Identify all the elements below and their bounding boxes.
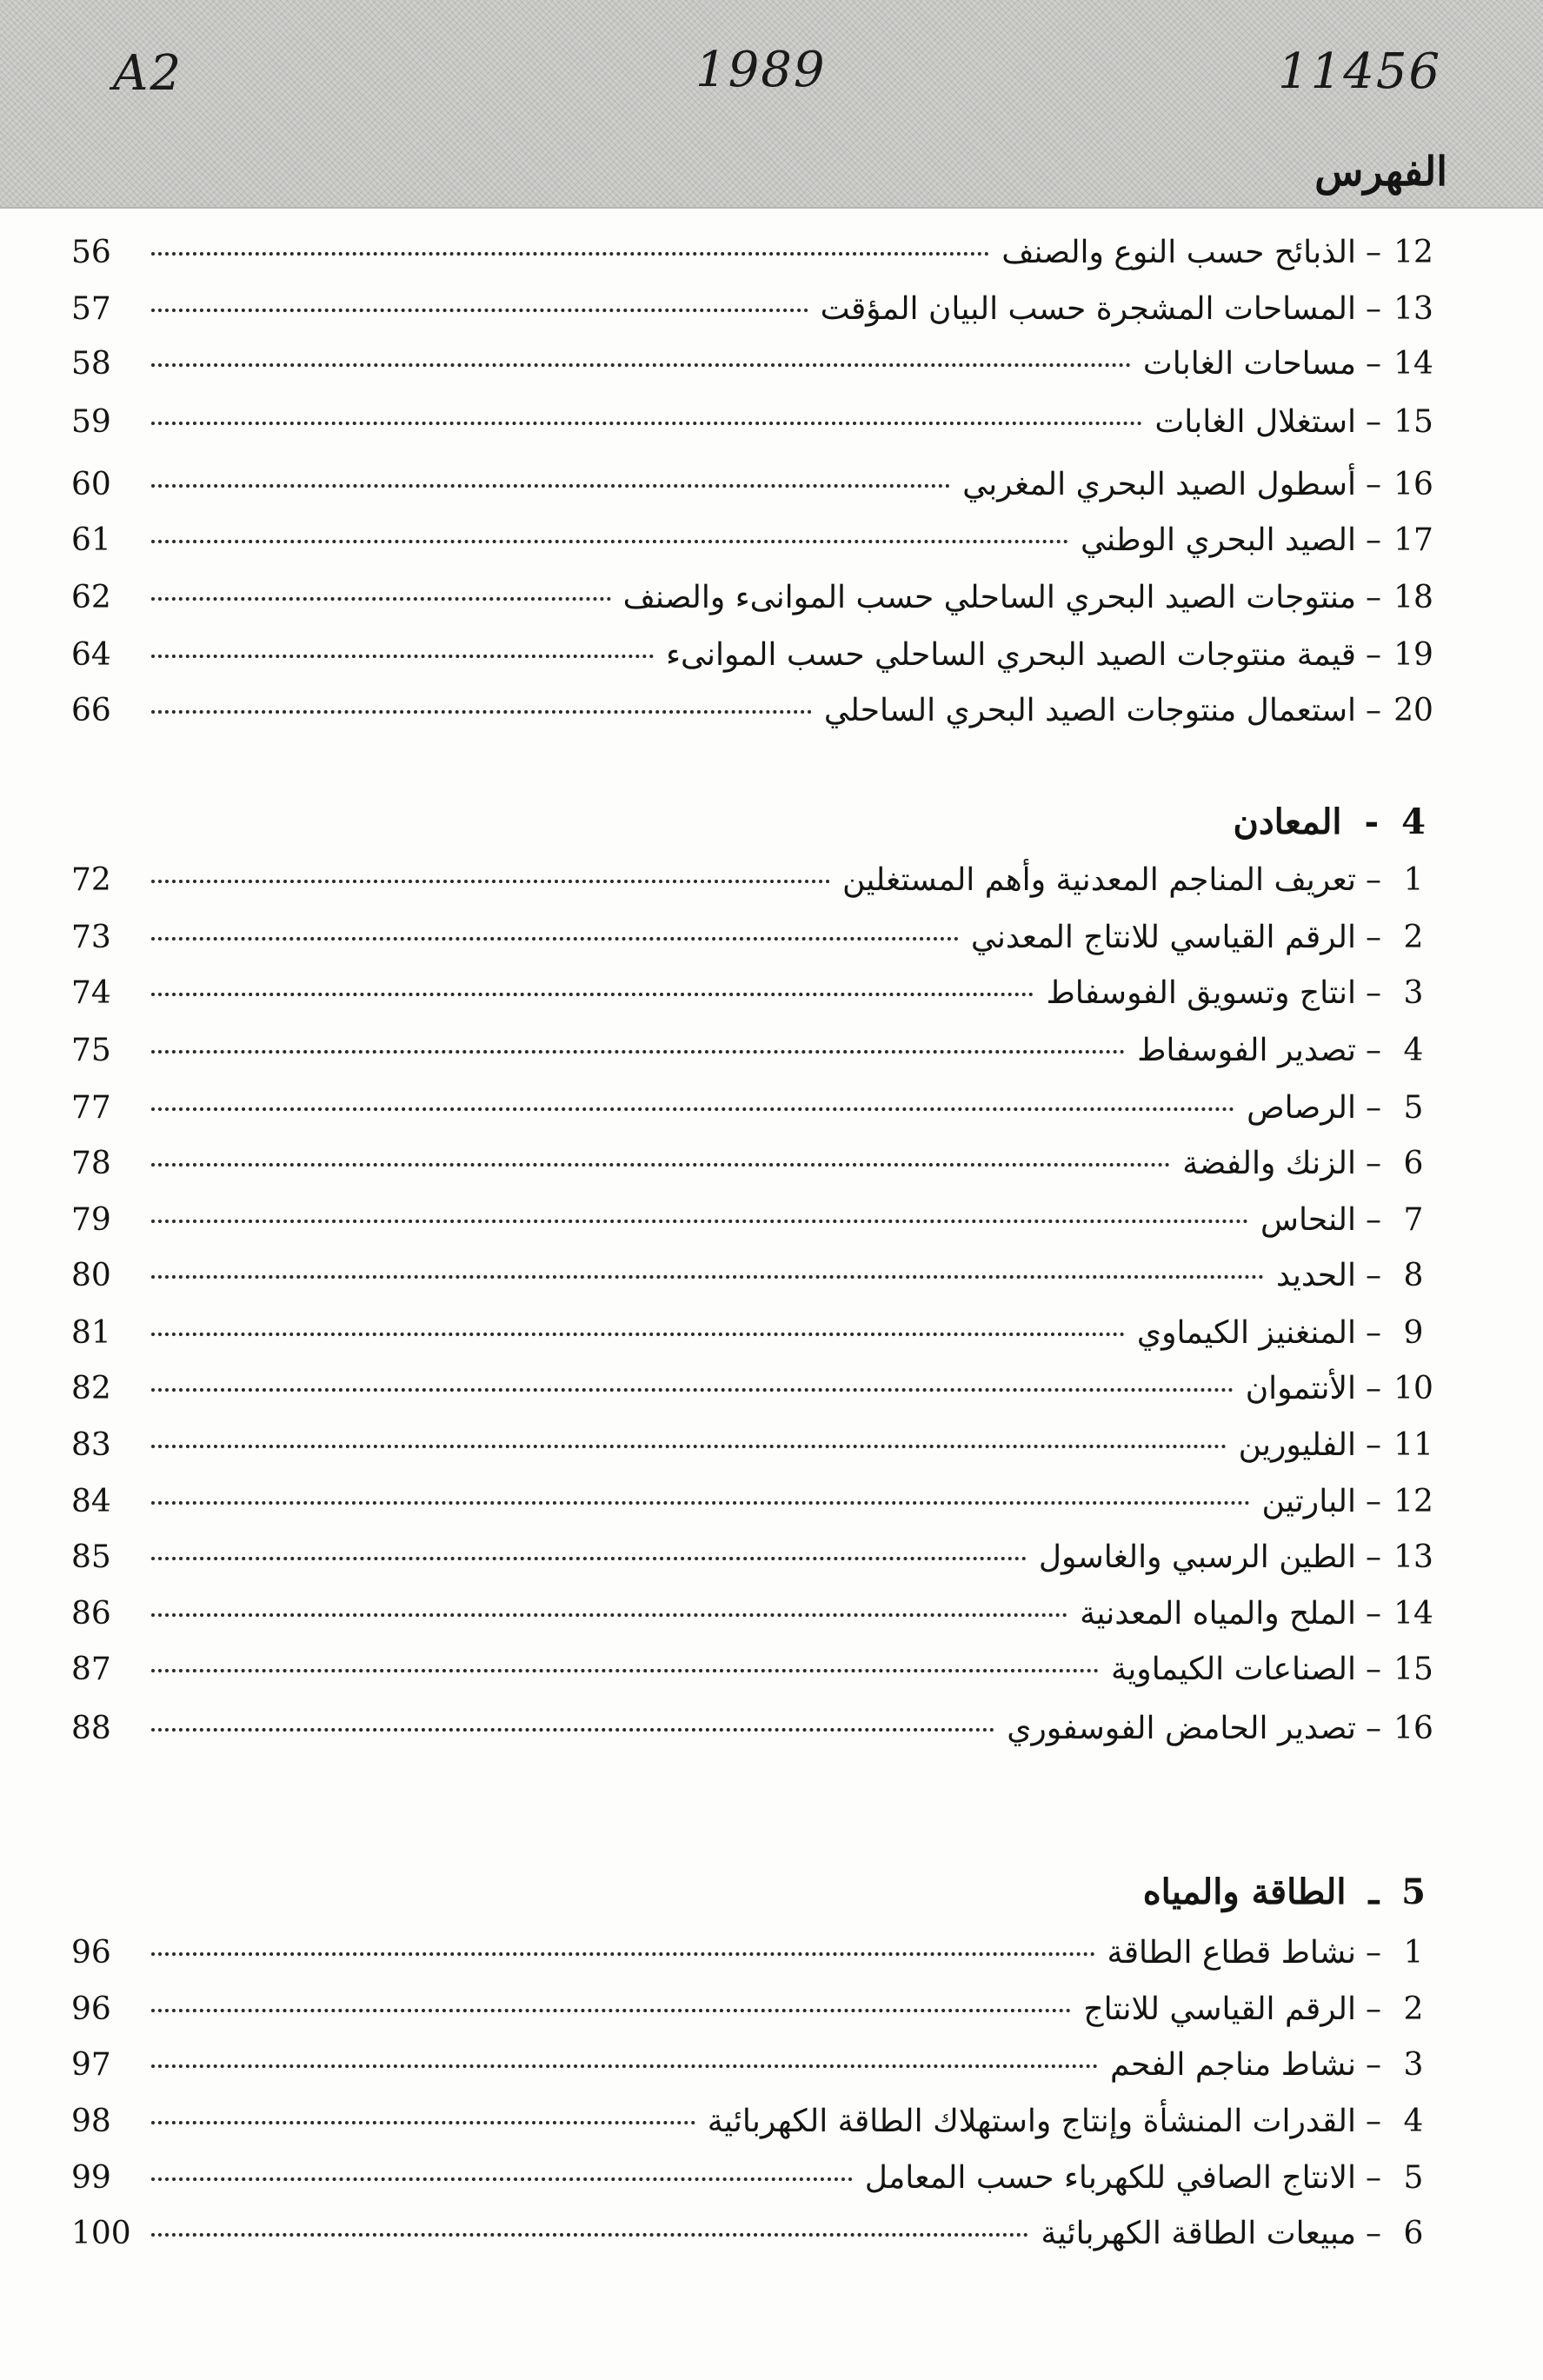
entry-title: الأنتموان <box>1245 1371 1356 1406</box>
entry-dash: – <box>1366 1033 1381 1068</box>
entry-number: 18 <box>1393 580 1433 615</box>
entry-dash: – <box>1366 1258 1381 1293</box>
entry-title: تعريف المناجم المعدنية وأهم المستغلين <box>841 862 1356 898</box>
dot-leader <box>151 422 1142 425</box>
entry-page-number: 86 <box>71 1596 111 1632</box>
entry-dash: – <box>1366 1146 1381 1181</box>
entry-number: 12 <box>1393 235 1433 270</box>
entry-title: استغلال الغابات <box>1154 404 1356 440</box>
toc-entry <box>71 1991 1436 2042</box>
entry-number: 6 <box>1403 2216 1424 2251</box>
section-title: المعادن <box>1233 801 1342 842</box>
entry-dash: – <box>1366 1090 1381 1126</box>
entry-number: 6 <box>1403 1146 1424 1181</box>
handwritten-year: 1989 <box>695 42 827 98</box>
entry-dash: – <box>1366 1539 1381 1575</box>
entry-title: قيمة منتوجات الصيد البحري الساحلي حسب الموانىء <box>666 637 1356 673</box>
dot-leader <box>151 540 1068 543</box>
entry-title: المنغنيز الكيماوي <box>1136 1315 1356 1351</box>
section-number: 4 <box>1401 801 1426 842</box>
entry-number: 17 <box>1393 522 1433 558</box>
entry-page-number: 85 <box>71 1539 111 1575</box>
entry-number: 5 <box>1403 2160 1424 2196</box>
dot-leader <box>151 937 959 941</box>
entry-dash: – <box>1366 235 1381 270</box>
toc-entry <box>71 1935 1436 1985</box>
toc-entry <box>71 1315 1436 1366</box>
entry-title: الذبائح حسب النوع والصنف <box>1001 235 1356 270</box>
entry-number: 4 <box>1403 1033 1424 1068</box>
toc-entry <box>71 2216 1436 2266</box>
toc-entry <box>71 975 1436 1026</box>
entry-number: 15 <box>1393 404 1433 440</box>
entry-page-number: 80 <box>71 1258 111 1293</box>
section-heading <box>1143 1871 1426 1912</box>
entry-title: منتوجات الصيد البحري الساحلي حسب الموانىء والصنف <box>622 580 1356 615</box>
toc-entry <box>71 346 1436 396</box>
entry-dash: – <box>1366 1652 1381 1687</box>
section-title: الطاقة والمياه <box>1142 1871 1347 1912</box>
page-title: الفهرس <box>1314 148 1447 195</box>
entry-page-number: 82 <box>71 1371 111 1406</box>
entry-number: 14 <box>1393 346 1433 382</box>
dot-leader <box>151 1728 994 1732</box>
entry-dash: – <box>1366 522 1381 558</box>
entry-dash: – <box>1366 1596 1381 1632</box>
entry-number: 19 <box>1393 637 1433 673</box>
entry-page-number: 75 <box>71 1033 111 1068</box>
entry-page-number: 73 <box>71 920 111 955</box>
entry-title: أسطول الصيد البحري المغربي <box>962 467 1356 502</box>
dot-leader <box>151 1445 1227 1448</box>
entry-title: الرصاص <box>1247 1090 1356 1126</box>
header-band <box>0 0 1543 209</box>
entry-number: 3 <box>1403 975 1424 1011</box>
entry-title: استعمال منتوجات الصيد البحري الساحلي <box>823 693 1356 728</box>
dot-leader <box>151 1050 1125 1054</box>
dot-leader <box>151 597 611 601</box>
entry-title: النحاس <box>1260 1202 1356 1238</box>
entry-title: نشاط قطاع الطاقة <box>1107 1935 1356 1971</box>
dot-leader <box>151 363 1131 367</box>
entry-title: الرقم القياسي للانتاج المعدني <box>970 920 1356 955</box>
entry-number: 8 <box>1403 1258 1424 1293</box>
entry-page-number: 77 <box>71 1090 111 1126</box>
dot-leader <box>151 2233 1028 2237</box>
entry-title: مساحات الغابات <box>1142 346 1356 382</box>
entry-page-number: 97 <box>71 2047 111 2083</box>
entry-dash: – <box>1366 2160 1381 2196</box>
toc-entry <box>71 467 1436 517</box>
entry-title: نشاط مناجم الفحم <box>1110 2047 1356 2083</box>
entry-title: مبيعات الطاقة الكهربائية <box>1041 2216 1356 2251</box>
toc-entry <box>71 1146 1436 1196</box>
entry-page-number: 87 <box>71 1652 111 1687</box>
entry-page-number: 72 <box>71 862 111 898</box>
toc-entry <box>71 1596 1436 1646</box>
toc-entry <box>71 1090 1436 1140</box>
entry-dash: – <box>1366 1202 1381 1238</box>
toc-entry <box>71 920 1436 970</box>
entry-title: الملح والمياه المعدنية <box>1080 1596 1356 1632</box>
toc-entry <box>71 1258 1436 1308</box>
dot-leader <box>151 1333 1125 1336</box>
entry-title: انتاج وتسويق الفوسفاط <box>1046 975 1356 1011</box>
entry-page-number: 59 <box>71 404 111 440</box>
entry-dash: – <box>1366 975 1381 1011</box>
entry-page-number: 66 <box>71 693 111 728</box>
entry-page-number: 98 <box>71 2104 111 2139</box>
section-separator: ـ <box>1368 1871 1380 1912</box>
dot-leader <box>151 309 808 312</box>
section-separator: - <box>1364 801 1380 842</box>
entry-title: المساحات المشجرة حسب البيان المؤقت <box>820 291 1356 327</box>
entry-dash: – <box>1366 467 1381 502</box>
section-heading <box>1233 801 1426 842</box>
dot-leader <box>151 1952 1095 1956</box>
dot-leader <box>151 1669 1099 1672</box>
entry-page-number: 56 <box>71 235 111 270</box>
entry-dash: – <box>1366 1935 1381 1971</box>
entry-dash: – <box>1366 404 1381 440</box>
entry-number: 13 <box>1393 291 1433 327</box>
entry-number: 9 <box>1403 1315 1424 1351</box>
entry-title: تصدير الحامض الفوسفوري <box>1007 1711 1356 1746</box>
entry-page-number: 61 <box>71 522 111 558</box>
section-number: 5 <box>1401 1871 1426 1912</box>
entry-title: الفليورين <box>1238 1427 1356 1463</box>
toc-entry <box>71 2104 1436 2154</box>
entry-page-number: 100 <box>71 2216 131 2251</box>
entry-title: الصيد البحري الوطني <box>1080 522 1356 558</box>
toc-entry <box>71 580 1436 630</box>
entry-dash: – <box>1366 862 1381 898</box>
entry-page-number: 64 <box>71 637 111 673</box>
entry-title: الصناعات الكيماوية <box>1110 1652 1356 1687</box>
entry-dash: – <box>1366 637 1381 673</box>
dot-leader <box>151 993 1034 996</box>
toc-entry <box>71 1427 1436 1478</box>
toc-entry <box>71 404 1436 455</box>
handwritten-number: 11456 <box>1278 43 1442 100</box>
dot-leader <box>151 710 812 714</box>
entry-dash: – <box>1366 1427 1381 1463</box>
dot-leader <box>151 2064 1098 2068</box>
entry-dash: – <box>1366 1371 1381 1406</box>
entry-number: 2 <box>1403 1991 1424 2027</box>
dot-leader <box>151 1501 1250 1505</box>
dot-leader <box>151 1163 1170 1167</box>
entry-page-number: 83 <box>71 1427 111 1463</box>
entry-number: 20 <box>1393 693 1433 728</box>
entry-number: 1 <box>1403 862 1424 898</box>
entry-title: تصدير الفوسفاط <box>1137 1033 1356 1068</box>
entry-number: 10 <box>1393 1371 1433 1406</box>
entry-page-number: 88 <box>71 1711 111 1746</box>
entry-dash: – <box>1366 2047 1381 2083</box>
toc-entry <box>71 1652 1436 1702</box>
entry-title: البارتين <box>1261 1484 1356 1519</box>
dot-leader <box>151 1107 1234 1111</box>
entry-title: الحديد <box>1275 1258 1356 1293</box>
dot-leader <box>151 1613 1067 1617</box>
entry-title: الطين الرسبي والغاسول <box>1038 1539 1356 1575</box>
toc-entry <box>71 1539 1436 1590</box>
entry-page-number: 74 <box>71 975 111 1011</box>
entry-number: 7 <box>1403 1202 1424 1238</box>
entry-number: 4 <box>1403 2104 1424 2139</box>
entry-dash: – <box>1366 1484 1381 1519</box>
entry-page-number: 79 <box>71 1202 111 1238</box>
dot-leader <box>151 880 830 883</box>
toc-entry <box>71 235 1436 285</box>
entry-number: 2 <box>1403 920 1424 955</box>
entry-title: الرقم القياسي للانتاج <box>1083 1991 1356 2027</box>
toc-entry <box>71 693 1436 743</box>
toc-entry <box>71 1484 1436 1534</box>
dot-leader <box>151 2009 1071 2012</box>
entry-number: 15 <box>1393 1652 1433 1687</box>
entry-page-number: 96 <box>71 1935 111 1971</box>
dot-leader <box>151 1275 1264 1279</box>
dot-leader <box>151 252 989 256</box>
entry-page-number: 58 <box>71 346 111 382</box>
dot-leader <box>151 1220 1248 1223</box>
entry-page-number: 99 <box>71 2160 111 2196</box>
toc-entry <box>71 2047 1436 2097</box>
dot-leader <box>151 1388 1234 1392</box>
entry-number: 13 <box>1393 1539 1433 1575</box>
toc-entry <box>71 522 1436 573</box>
dot-leader <box>151 2121 695 2124</box>
dot-leader <box>151 1557 1027 1560</box>
entry-number: 12 <box>1393 1484 1433 1519</box>
entry-dash: – <box>1366 1315 1381 1351</box>
handwritten-note-left: A2 <box>113 45 183 102</box>
entry-page-number: 81 <box>71 1315 111 1351</box>
entry-page-number: 57 <box>71 291 111 327</box>
entry-number: 11 <box>1393 1427 1433 1463</box>
entry-page-number: 84 <box>71 1484 111 1519</box>
toc-entry <box>71 1033 1436 1083</box>
entry-dash: – <box>1366 1711 1381 1746</box>
toc-entry <box>71 1371 1436 1421</box>
entry-title: الانتاج الصافي للكهرباء حسب المعامل <box>864 2160 1356 2196</box>
entry-page-number: 96 <box>71 1991 111 2027</box>
toc-entry <box>71 291 1436 342</box>
entry-number: 16 <box>1393 1711 1433 1746</box>
entry-title: القدرات المنشأة وإنتاج واستهلاك الطاقة الكهربائية <box>707 2104 1356 2139</box>
toc-entry <box>71 1202 1436 1253</box>
entry-number: 16 <box>1393 467 1433 502</box>
entry-dash: – <box>1366 2216 1381 2251</box>
toc-entry <box>71 637 1436 688</box>
entry-dash: – <box>1366 580 1381 615</box>
entry-dash: – <box>1366 2104 1381 2139</box>
entry-number: 14 <box>1393 1596 1433 1632</box>
entry-dash: – <box>1366 291 1381 327</box>
entry-number: 1 <box>1403 1935 1424 1971</box>
dot-leader <box>151 655 654 658</box>
dot-leader <box>151 484 950 488</box>
entry-page-number: 62 <box>71 580 111 615</box>
entry-dash: – <box>1366 693 1381 728</box>
toc-entry <box>71 862 1436 913</box>
entry-number: 3 <box>1403 2047 1424 2083</box>
entry-number: 5 <box>1403 1090 1424 1126</box>
entry-title: الزنك والفضة <box>1182 1146 1356 1181</box>
entry-dash: – <box>1366 920 1381 955</box>
toc-entry <box>71 1711 1436 1761</box>
entry-page-number: 78 <box>71 1146 111 1181</box>
dot-leader <box>151 2177 853 2181</box>
entry-page-number: 60 <box>71 467 111 502</box>
entry-dash: – <box>1366 1991 1381 2027</box>
toc-entry <box>71 2160 1436 2210</box>
entry-dash: – <box>1366 346 1381 382</box>
